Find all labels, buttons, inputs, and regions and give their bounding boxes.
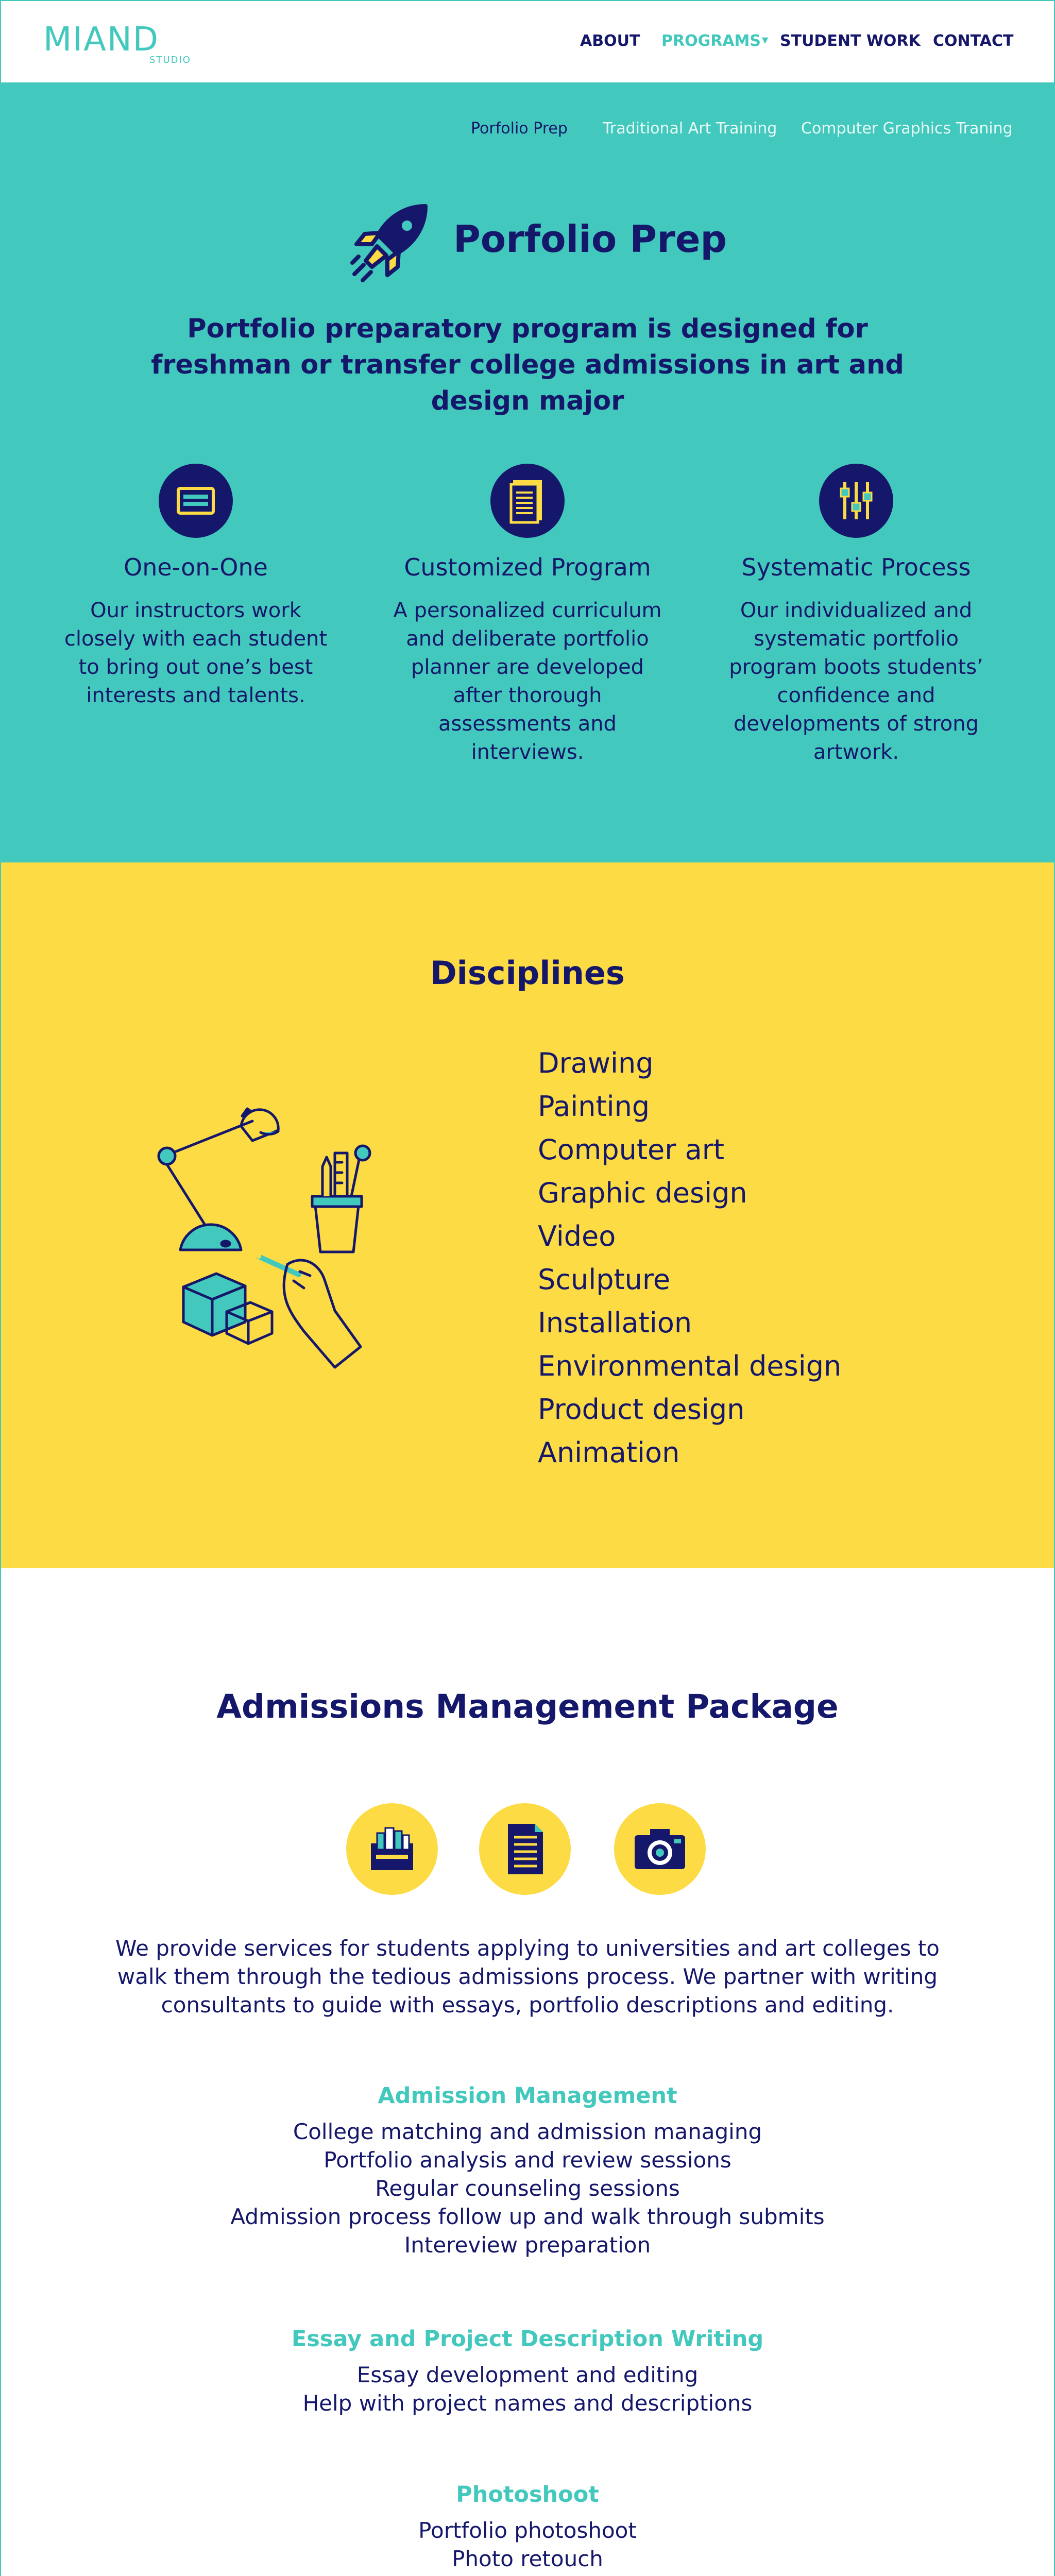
- nav-contact[interactable]: CONTACT: [933, 32, 1014, 50]
- logo-subtitle: STUDIO: [149, 55, 191, 65]
- section-heading: Admission Management: [378, 2083, 677, 2109]
- disciplines-section: [0, 862, 1055, 1568]
- logo[interactable]: [43, 21, 198, 72]
- list-item: Portfolio photoshoot: [418, 2518, 637, 2543]
- document-icon: [479, 1803, 571, 1895]
- list-item: Video: [538, 1220, 616, 1252]
- nav-programs[interactable]: [661, 32, 768, 53]
- feature-title: Systematic Process: [741, 553, 971, 581]
- list-item: Sculpture: [538, 1263, 671, 1296]
- service-list: [0, 2516, 1055, 2573]
- subnav-computer-graphics[interactable]: Computer Graphics Traning: [801, 120, 1013, 138]
- feature-text: A personalized curriculum and deliberate portfolio planner are developed after thorough assessments and interviews.: [393, 599, 662, 764]
- list-item: Essay development and editing: [356, 2362, 699, 2387]
- list-item: Admission process follow up and walk through submits: [230, 2204, 825, 2229]
- caret-down-icon: ▼: [762, 35, 769, 45]
- page-title: Porfolio Prep: [453, 217, 727, 261]
- feature-title: One-on-One: [124, 553, 268, 581]
- presentation-icon: [159, 464, 233, 538]
- list-item: College matching and admission managing: [293, 2119, 762, 2144]
- list-item: Regular counseling sessions: [375, 2176, 680, 2201]
- list-item: Portfolio analysis and review sessions: [324, 2147, 731, 2173]
- portfolio-prep-section: [0, 82, 1055, 862]
- logo-text: MIAND: [43, 21, 160, 59]
- admissions-section: [0, 1568, 1055, 2576]
- list-item: Graphic design: [538, 1177, 747, 1209]
- admissions-title: Admissions Management Package: [216, 1688, 839, 1725]
- feature-text: Our instructors work closely with each student to bring out one’s best interests and talents.: [64, 599, 328, 707]
- list-item: Installation: [538, 1307, 692, 1339]
- sliders-icon: [819, 464, 893, 538]
- list-item: Computer art: [538, 1133, 725, 1166]
- admission-management-block: [0, 2080, 1055, 2259]
- subnav-traditional-art[interactable]: Traditional Art Training: [603, 120, 777, 138]
- essay-writing-block: [0, 2324, 1055, 2417]
- files-icon: [346, 1803, 438, 1895]
- disciplines-title: Disciplines: [430, 954, 625, 992]
- section-heading: Essay and Project Description Writing: [291, 2326, 764, 2352]
- section-heading: Photoshoot: [456, 2482, 599, 2507]
- service-list: [0, 2361, 1055, 2417]
- feature-systematic-process: [702, 464, 1011, 767]
- list-item: Painting: [538, 1090, 650, 1123]
- admissions-intro: We provide services for students applying to universities and art colleges to walk them through the tedious admissions process. We partner with writing consultants to guide with essays, portfolio descriptions and editing.: [115, 1936, 940, 2018]
- nav-programs-label: PROGRAMS: [661, 32, 761, 50]
- list-item: Drawing: [538, 1047, 654, 1079]
- list-item: Photo retouch: [452, 2546, 603, 2571]
- service-list: [0, 2117, 1055, 2259]
- program-description: Portfolio preparatory program is designed for freshman or transfer college admissions in art and design major: [151, 314, 904, 416]
- rocket-icon: [348, 197, 436, 284]
- photoshoot-block: [0, 2479, 1055, 2573]
- nav-about[interactable]: ABOUT: [580, 32, 640, 50]
- document-icon: [490, 464, 565, 538]
- art-supplies-illustration: [149, 1089, 417, 1409]
- feature-title: Customized Program: [404, 553, 651, 581]
- site-header: [0, 0, 1055, 82]
- nav-student-work[interactable]: STUDENT WORK: [780, 32, 921, 50]
- list-item: Help with project names and descriptions: [302, 2391, 753, 2416]
- list-item: Animation: [538, 1436, 680, 1469]
- feature-customized-program: [373, 464, 682, 767]
- list-item: Intereview preparation: [404, 2232, 651, 2258]
- list-item: Product design: [538, 1393, 745, 1426]
- subnav-portfolio-prep[interactable]: Porfolio Prep: [471, 120, 568, 138]
- camera-icon: [614, 1803, 706, 1895]
- feature-one-on-one: [41, 464, 350, 710]
- list-item: Environmental design: [538, 1350, 842, 1382]
- disciplines-list: [538, 1042, 841, 1475]
- feature-text: Our individualized and systematic portfolio program boots students’ confidence and developments of strong artwork.: [729, 599, 983, 764]
